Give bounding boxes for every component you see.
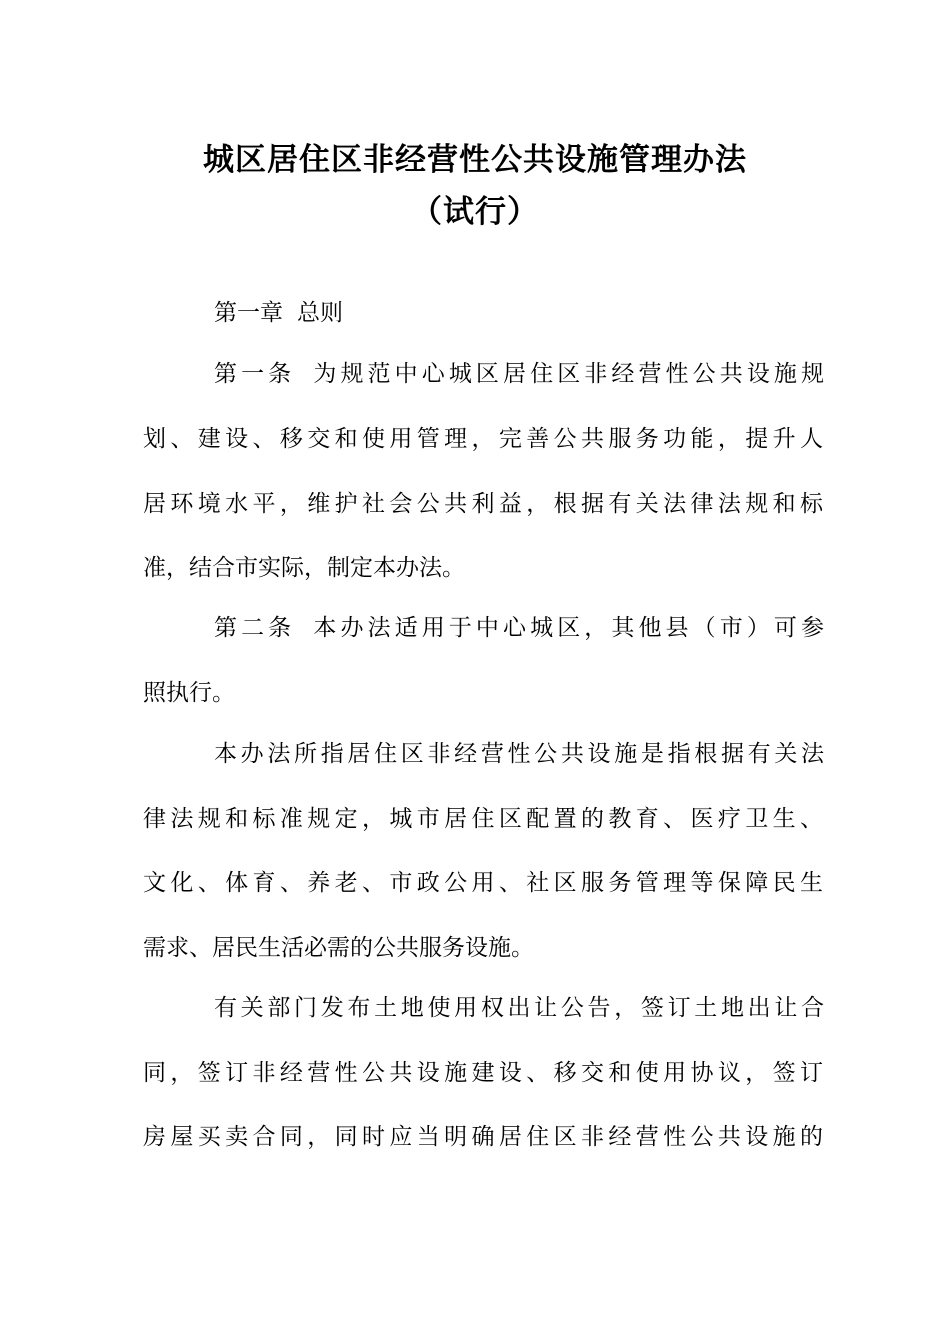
article2-line-2: 照执行。 [143,680,235,706]
definition-line-1: 本办法所指居住区非经营性公共设施是指根据有关法 [214,741,824,767]
definition-line-4: 需求、居民生活必需的公共服务设施。 [143,935,534,961]
article1-line-3: 居环境水平，维护社会公共利益，根据有关法律法规和标 [143,491,823,517]
departments-line-2: 同，签订非经营性公共设施建设、移交和使用协议，签订 [143,1060,823,1086]
definition-line-2: 律法规和标准规定，城市居住区配置的教育、医疗卫生、 [143,806,823,832]
definition-line-3: 文化、体育、养老、市政公用、社区服务管理等保障民生 [143,870,823,896]
chapter-label: 第一章 [214,300,283,326]
chapter-name: 总则 [297,300,343,326]
article1-line-2: 划、建设、移交和使用管理，完善公共服务功能，提升人 [143,426,823,452]
article1-label: 第一条 [214,361,296,387]
departments-line-3: 房屋买卖合同，同时应当明确居住区非经营性公共设施的 [143,1124,823,1150]
article2-text-1: 本办法适用于中心城区，其他县（市）可参 [309,615,825,641]
article2-line-1 [214,609,824,642]
chapter-heading [214,294,824,327]
article2-label: 第二条 [214,615,296,641]
article1-text-1: 为规范中心城区居住区非经营性公共设施规 [309,361,825,387]
departments-line-1: 有关部门发布土地使用权出让公告，签订土地出让合 [214,995,824,1021]
document-title: 城区居住区非经营性公共设施管理办法 [203,142,747,178]
article1-line-1 [214,355,824,388]
article1-line-4: 准，结合市实际，制定本办法。 [143,555,465,581]
document-subtitle: （试行） [411,194,539,230]
